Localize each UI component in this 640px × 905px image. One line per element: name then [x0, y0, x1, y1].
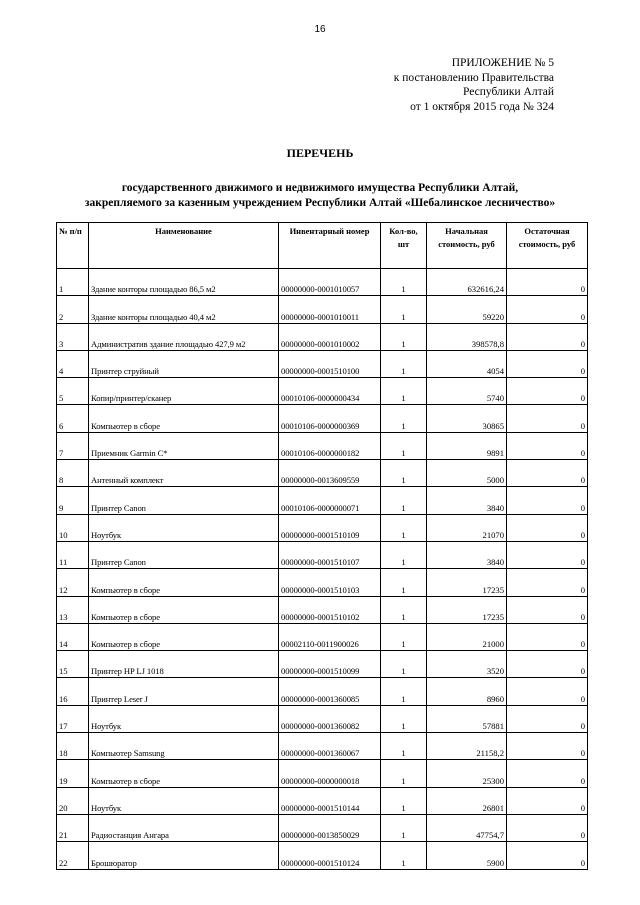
row-residual-cost: 0: [507, 733, 588, 760]
row-number: 21: [57, 814, 89, 841]
row-name: Радиостанция Ангара: [89, 814, 279, 841]
table-body: [57, 269, 588, 870]
appendix-decree: к постановлению Правительства: [393, 71, 554, 84]
row-residual-cost: 0: [507, 378, 588, 405]
document-title: ПЕРЕЧЕНЬ: [286, 146, 354, 160]
row-name: Принтер Canon: [89, 541, 279, 568]
appendix-date: от 1 октября 2015 года № 324: [410, 100, 554, 113]
row-initial-cost: 4054: [427, 350, 507, 377]
row-number: 10: [57, 514, 89, 541]
row-name: Компьютер в сборе: [89, 760, 279, 787]
row-inventory-number: 00010106-0000000369: [279, 405, 381, 432]
row-initial-cost: 3520: [427, 651, 507, 678]
row-number: 19: [57, 760, 89, 787]
row-inventory-number: 00000000-0001010002: [279, 323, 381, 350]
row-name: Принтер Leser J: [89, 678, 279, 705]
row-inventory-number: 00000000-0001360067: [279, 733, 381, 760]
header-name: Наименование: [89, 223, 279, 269]
row-name: Здание конторы площадью 86,5 м2: [89, 269, 279, 296]
row-name: Административ здание площадью 427,9 м2: [89, 323, 279, 350]
row-initial-cost: 3840: [427, 541, 507, 568]
row-initial-cost: 632616,24: [427, 269, 507, 296]
row-number: 3: [57, 323, 89, 350]
row-quantity: 1: [381, 514, 427, 541]
row-inventory-number: 00002110-0011900026: [279, 623, 381, 650]
header-quantity: Кол-во, шт: [381, 223, 427, 269]
row-initial-cost: 398578,8: [427, 323, 507, 350]
row-number: 5: [57, 378, 89, 405]
row-quantity: 1: [381, 623, 427, 650]
row-initial-cost: 9891: [427, 432, 507, 459]
row-name: Копир/принтер/сканер: [89, 378, 279, 405]
header-number: № п/п: [57, 223, 89, 269]
row-inventory-number: 00000000-0001010011: [279, 296, 381, 323]
row-number: 17: [57, 705, 89, 732]
row-quantity: 1: [381, 460, 427, 487]
row-name: Ноутбук: [89, 705, 279, 732]
row-quantity: 1: [381, 350, 427, 377]
row-quantity: 1: [381, 269, 427, 296]
row-initial-cost: 25300: [427, 760, 507, 787]
table-row: [57, 487, 588, 514]
row-name: Ноутбук: [89, 787, 279, 814]
row-inventory-number: 00000000-0001510100: [279, 350, 381, 377]
row-residual-cost: 0: [507, 842, 588, 869]
row-number: 11: [57, 541, 89, 568]
row-number: 6: [57, 405, 89, 432]
table-row: [57, 350, 588, 377]
row-initial-cost: 5740: [427, 378, 507, 405]
row-quantity: 1: [381, 651, 427, 678]
row-name: Принтер Canon: [89, 487, 279, 514]
row-inventory-number: 00000000-0001510102: [279, 596, 381, 623]
row-inventory-number: 00010106-0000000182: [279, 432, 381, 459]
row-initial-cost: 5000: [427, 460, 507, 487]
row-number: 7: [57, 432, 89, 459]
row-inventory-number: 00000000-0001510144: [279, 787, 381, 814]
row-quantity: 1: [381, 705, 427, 732]
row-number: 15: [57, 651, 89, 678]
row-initial-cost: 59220: [427, 296, 507, 323]
row-inventory-number: 00000000-0013850029: [279, 814, 381, 841]
row-residual-cost: 0: [507, 569, 588, 596]
row-initial-cost: 57881: [427, 705, 507, 732]
row-residual-cost: 0: [507, 350, 588, 377]
row-inventory-number: 00000000-0001510103: [279, 569, 381, 596]
document-subtitle: [0, 181, 640, 211]
row-residual-cost: 0: [507, 323, 588, 350]
row-initial-cost: 21070: [427, 514, 507, 541]
row-quantity: 1: [381, 378, 427, 405]
row-number: 14: [57, 623, 89, 650]
row-quantity: 1: [381, 760, 427, 787]
table-row: [57, 269, 588, 296]
row-inventory-number: 00010106-0000000071: [279, 487, 381, 514]
row-name: Ноутбук: [89, 514, 279, 541]
row-initial-cost: 8960: [427, 678, 507, 705]
table-row: [57, 405, 588, 432]
row-name: Компьютер в сборе: [89, 623, 279, 650]
row-number: 18: [57, 733, 89, 760]
row-initial-cost: 26801: [427, 787, 507, 814]
row-residual-cost: 0: [507, 514, 588, 541]
row-number: 13: [57, 596, 89, 623]
table-row: [57, 541, 588, 568]
row-initial-cost: 30865: [427, 405, 507, 432]
row-name: Компьютер Samsung: [89, 733, 279, 760]
table-row: [57, 651, 588, 678]
row-quantity: 1: [381, 432, 427, 459]
row-number: 22: [57, 842, 89, 869]
row-initial-cost: 47754,7: [427, 814, 507, 841]
row-name: Антенный комплект: [89, 460, 279, 487]
appendix-header: [394, 56, 554, 114]
row-quantity: 1: [381, 323, 427, 350]
row-residual-cost: 0: [507, 296, 588, 323]
appendix-label: ПРИЛОЖЕНИЕ № 5: [451, 57, 554, 69]
row-quantity: 1: [381, 296, 427, 323]
row-residual-cost: 0: [507, 760, 588, 787]
header-initial-cost: Начальная стоимость, руб: [427, 223, 507, 269]
row-residual-cost: 0: [507, 705, 588, 732]
row-residual-cost: 0: [507, 814, 588, 841]
row-number: 12: [57, 569, 89, 596]
row-name: Принтер струйный: [89, 350, 279, 377]
row-number: 9: [57, 487, 89, 514]
row-residual-cost: 0: [507, 651, 588, 678]
row-inventory-number: 00000000-0001510107: [279, 541, 381, 568]
asset-table: [56, 222, 588, 870]
row-residual-cost: 0: [507, 678, 588, 705]
subtitle-line-1: государственного движимого и недвижимого имущества Республики Алтай,: [121, 182, 519, 194]
table-row: [57, 596, 588, 623]
table-row: [57, 323, 588, 350]
table-row: [57, 733, 588, 760]
row-initial-cost: 21158,2: [427, 733, 507, 760]
row-inventory-number: 00000000-0001510109: [279, 514, 381, 541]
row-quantity: 1: [381, 787, 427, 814]
row-inventory-number: 00000000-0001360082: [279, 705, 381, 732]
row-name: Компьютер в сборе: [89, 596, 279, 623]
row-residual-cost: 0: [507, 460, 588, 487]
row-number: 20: [57, 787, 89, 814]
row-residual-cost: 0: [507, 269, 588, 296]
row-inventory-number: 00010106-0000000434: [279, 378, 381, 405]
table-row: [57, 814, 588, 841]
table-row: [57, 460, 588, 487]
row-inventory-number: 00000000-0001360085: [279, 678, 381, 705]
row-quantity: 1: [381, 541, 427, 568]
row-quantity: 1: [381, 678, 427, 705]
row-inventory-number: 00000000-0013609559: [279, 460, 381, 487]
row-initial-cost: 5900: [427, 842, 507, 869]
row-residual-cost: 0: [507, 405, 588, 432]
row-name: Приемник Garmin C*: [89, 432, 279, 459]
row-inventory-number: 00000000-0001510099: [279, 651, 381, 678]
subtitle-line-2: закрепляемого за казенным учреждением Республики Алтай «Шебалинское лесничество»: [84, 197, 556, 209]
table-row: [57, 705, 588, 732]
header-residual-cost: Остаточная стоимость, руб: [507, 223, 588, 269]
row-quantity: 1: [381, 814, 427, 841]
row-name: Брошюратор: [89, 842, 279, 869]
table-row: [57, 842, 588, 869]
row-quantity: 1: [381, 733, 427, 760]
table-row: [57, 678, 588, 705]
row-quantity: 1: [381, 405, 427, 432]
table-row: [57, 514, 588, 541]
row-initial-cost: 17235: [427, 569, 507, 596]
row-residual-cost: 0: [507, 487, 588, 514]
row-number: 16: [57, 678, 89, 705]
row-inventory-number: 00000000-0001510124: [279, 842, 381, 869]
row-residual-cost: 0: [507, 787, 588, 814]
header-inventory: Инвентарный номер: [279, 223, 381, 269]
table-row: [57, 760, 588, 787]
table-row: [57, 569, 588, 596]
table-row: [57, 787, 588, 814]
table-header-row: [57, 223, 588, 269]
table-row: [57, 432, 588, 459]
row-quantity: 1: [381, 569, 427, 596]
row-residual-cost: 0: [507, 596, 588, 623]
table-row: [57, 623, 588, 650]
row-name: Здание конторы площадью 40,4 м2: [89, 296, 279, 323]
row-residual-cost: 0: [507, 541, 588, 568]
row-number: 1: [57, 269, 89, 296]
row-number: 2: [57, 296, 89, 323]
row-inventory-number: 00000000-0000000018: [279, 760, 381, 787]
row-quantity: 1: [381, 842, 427, 869]
page-number: 16: [314, 24, 326, 35]
row-inventory-number: 00000000-0001010057: [279, 269, 381, 296]
row-name: Принтер HP LJ 1018: [89, 651, 279, 678]
row-quantity: 1: [381, 487, 427, 514]
row-residual-cost: 0: [507, 432, 588, 459]
table-row: [57, 378, 588, 405]
row-initial-cost: 21000: [427, 623, 507, 650]
row-name: Компьютер в сборе: [89, 569, 279, 596]
row-residual-cost: 0: [507, 623, 588, 650]
table-row: [57, 296, 588, 323]
row-initial-cost: 17235: [427, 596, 507, 623]
row-number: 4: [57, 350, 89, 377]
row-quantity: 1: [381, 596, 427, 623]
row-number: 8: [57, 460, 89, 487]
appendix-republic: Республики Алтай: [462, 86, 554, 98]
row-initial-cost: 3840: [427, 487, 507, 514]
row-name: Компьютер в сборе: [89, 405, 279, 432]
